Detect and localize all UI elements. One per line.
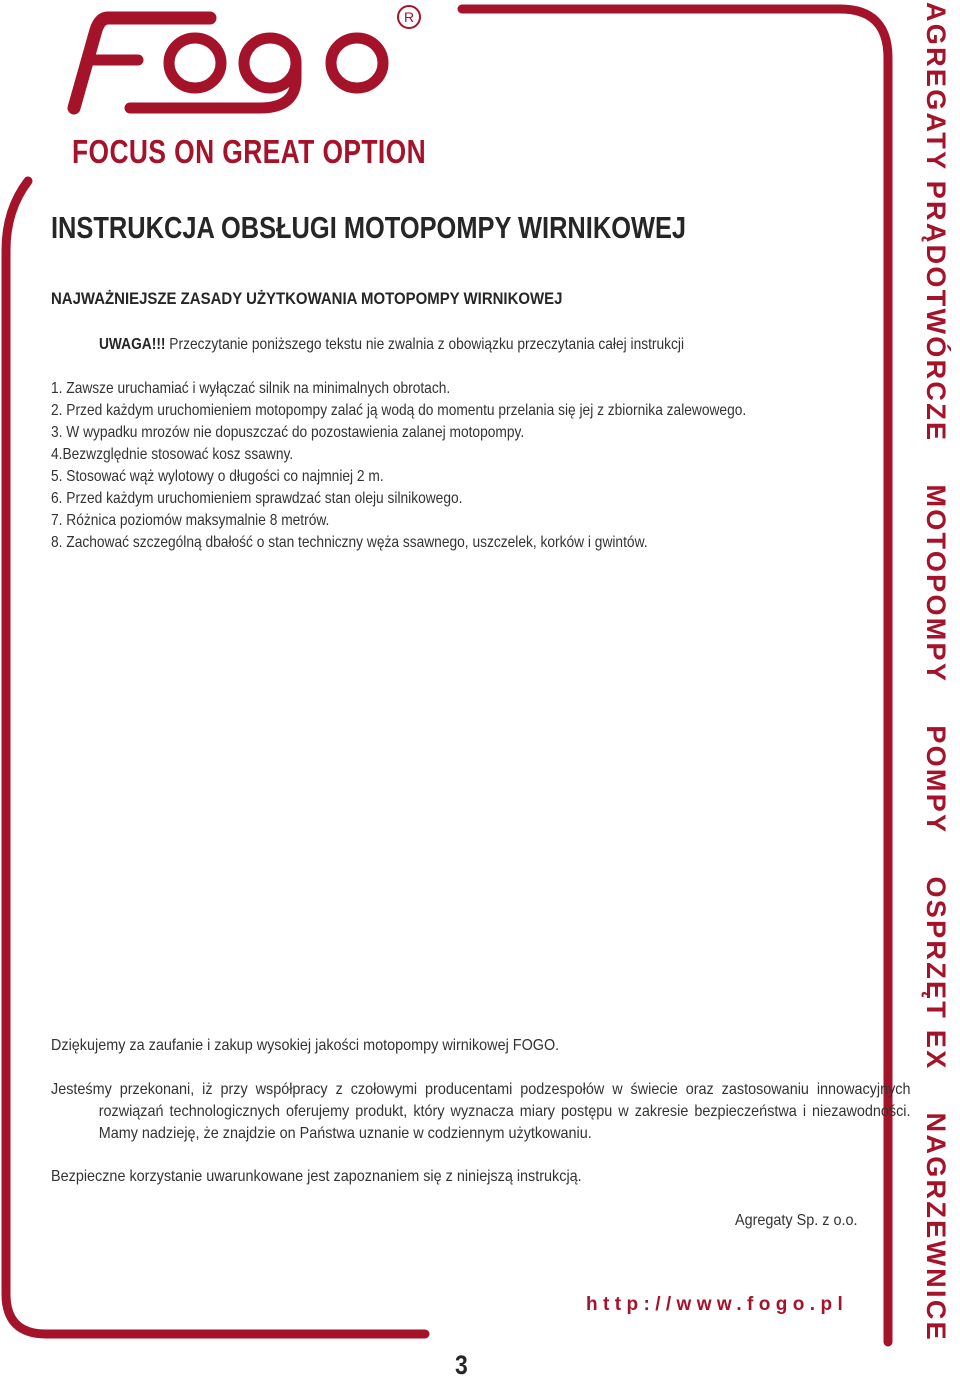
rules-list [51,378,746,554]
sidebar-item-nagrzewnice: NAGRZEWNICE [921,1112,952,1342]
closing-text: Bezpieczne korzystanie uwarunkowane jest zapoznaniem się z niniejszą instrukcją. [51,1168,582,1185]
document-title: INSTRUKCJA OBSŁUGI MOTOPOMPY WIRNIKOWEJ [51,210,687,245]
thanks-text: Dziękujemy za zaufanie i zakup wysokiej jakości motopompy wirnikowej FOGO. [51,1037,560,1054]
fogo-logo [60,0,440,125]
rule-item: 7. Różnica poziomów maksymalnie 8 metrów. [51,512,330,529]
rule-item: 6. Przed każdym uruchomieniem sprawdzać stan oleju silnikowego. [51,490,463,507]
registered-mark: R [403,9,415,25]
rule-item: 4.Bezwzględnie stosować kosz ssawny. [51,446,294,463]
rule-item: 5. Stosować wąż wylotowy o długości co najmniej 2 m. [51,468,384,485]
sidebar-item-motopompy: MOTOPOMPY [921,484,952,684]
website-link[interactable]: http://www.fogo.pl [586,1294,849,1315]
company-statement: Jesteśmy przekonani, iż przy współpracy z czołowymi producentami podzespołów w świecie oraz zastosowaniu innowacyjnych rozwiązań technologicznych oferujemy produkt, który wyznacza miary postępu w zakresie bezpieczeństwa i niezawodności. Mamy nadzieję, że znajdzie on Państwa uznanie w codziennym użytkowaniu. [51,1081,911,1142]
warning-text: Przeczytanie poniższego tekstu nie zwalnia z obowiązku przeczytania całej instrukcji [165,336,685,353]
page-number: 3 [455,1350,468,1380]
rule-item: 2. Przed każdym uruchomieniem motopompy zalać ją wodą do momentu przelania się jej z zbiornika zalewowego. [51,402,747,419]
category-sidebar [921,0,951,1378]
sidebar-item-osprzet-ex: OSPRZĘT EX [921,876,952,1071]
sidebar-item-pompy: POMPY [921,725,952,835]
sidebar-item-agregaty: AGREGATY PRĄDOTWÓRCZE [921,2,952,443]
rule-item: 8. Zachować szczególną dbałość o stan techniczny węża ssawnego, uszczelek, korków i gwintów. [51,534,648,551]
rule-item: 1. Zawsze uruchamiać i wyłączać silnik na minimalnych obrotach. [51,380,451,397]
warning-note [99,336,684,354]
brand-tagline: FOCUS ON GREAT OPTION [72,133,427,170]
warning-label: UWAGA!!! [99,336,166,353]
rule-item: 3. W wypadku mrozów nie dopuszczać do pozostawienia zalanej motopompy. [51,424,525,441]
document-subtitle: NAJWAŻNIEJSZE ZASADY UŻYTKOWANIA MOTOPOMPY WIRNIKOWEJ [51,289,563,308]
company-name: Agregaty Sp. z o.o. [735,1212,858,1229]
